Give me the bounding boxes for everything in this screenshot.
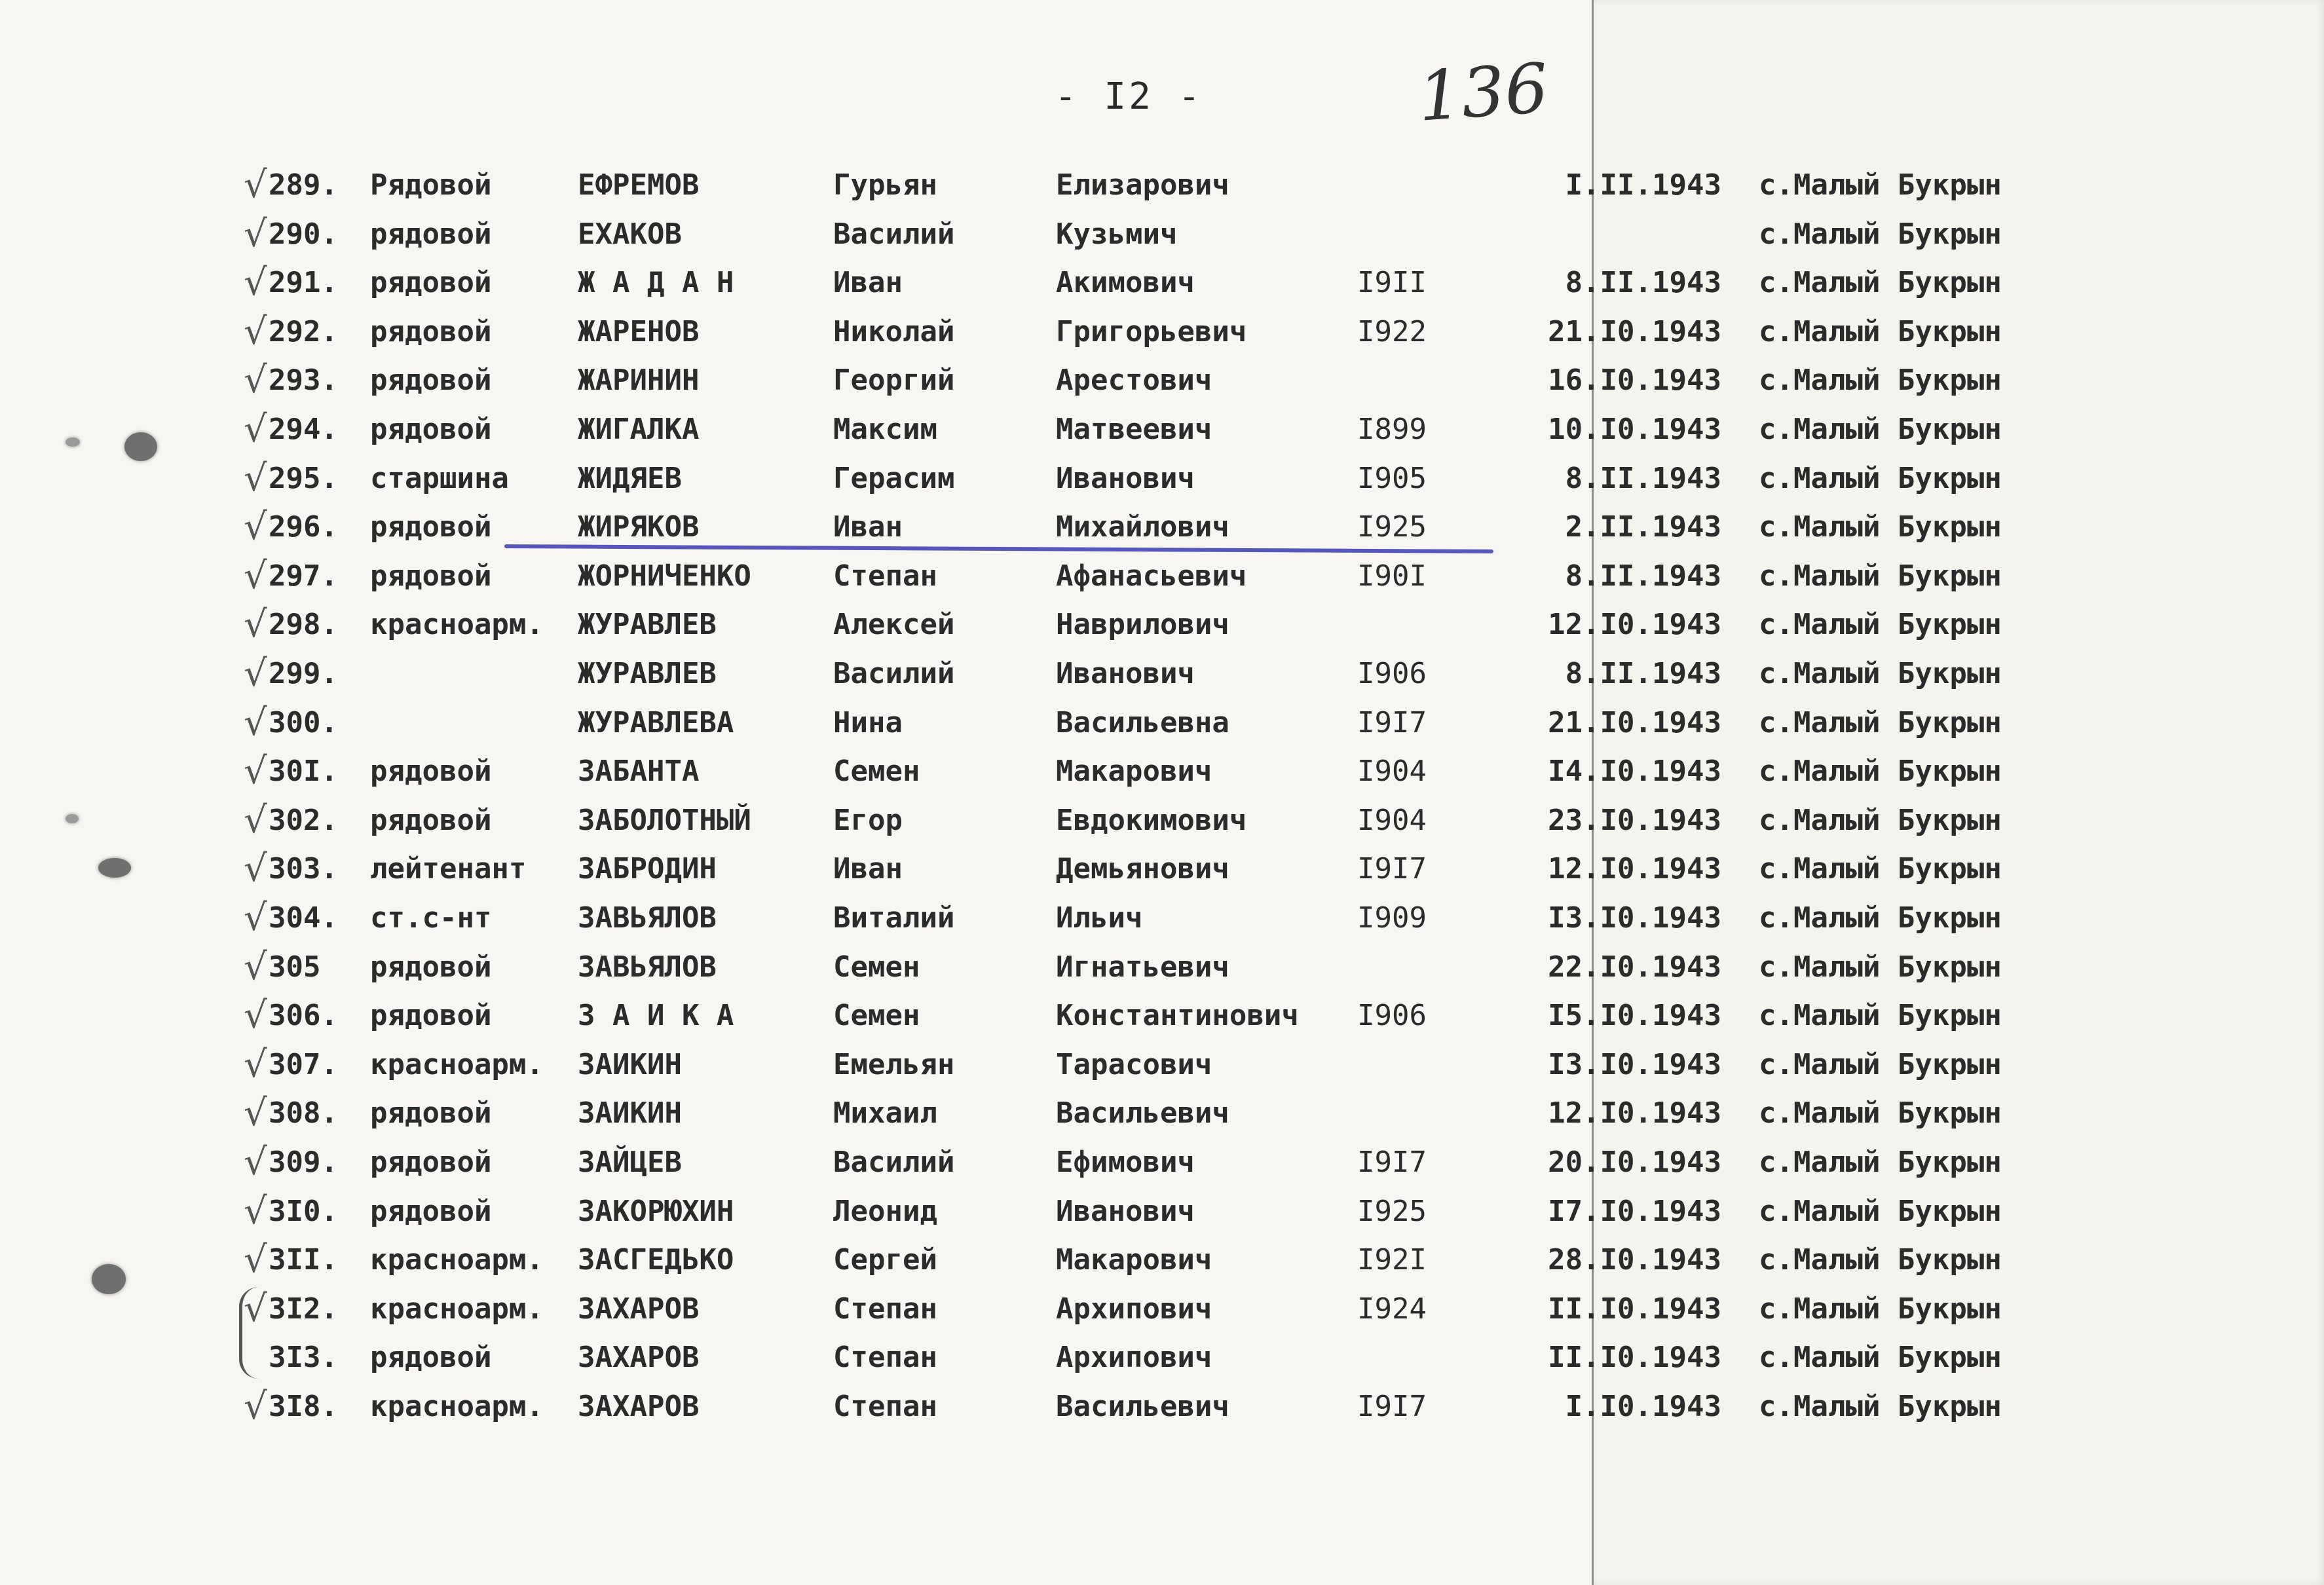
entry-number: 303. (269, 852, 338, 886)
death-date: II.I0.1943 (1548, 1341, 1721, 1375)
rank: рядовой (370, 314, 492, 348)
check-mark: √ (244, 1141, 267, 1184)
surname: ЗАБОЛОТНЫЙ (578, 803, 751, 837)
surname: ЕХАКОВ (578, 217, 682, 251)
first-name: Василий (833, 657, 955, 690)
death-date: I3.I0.1943 (1548, 901, 1721, 935)
birth-year: I909 (1357, 901, 1427, 935)
first-name: Василий (833, 217, 955, 251)
patronymic: Васильевна (1056, 705, 1229, 739)
burial-place: с.Малый Букрын (1759, 217, 2002, 251)
first-name: Иван (833, 266, 903, 300)
first-name: Иван (833, 510, 903, 544)
list-row (0, 553, 2324, 599)
death-date: 28.I0.1943 (1548, 1243, 1721, 1277)
patronymic: Константинович (1056, 999, 1299, 1033)
death-date: 10.I0.1943 (1548, 413, 1721, 446)
death-date: I4.I0.1943 (1548, 755, 1721, 789)
first-name: Степан (833, 1292, 937, 1326)
list-row (0, 798, 2324, 844)
entry-number: 300. (269, 705, 338, 739)
first-name: Леонид (833, 1194, 937, 1228)
list-row (0, 212, 2324, 257)
list-row (0, 1286, 2324, 1332)
surname: ЖУРАВЛЕВ (578, 608, 717, 642)
check-mark: √ (244, 897, 267, 939)
list-row (0, 1189, 2324, 1235)
surname: ЗАХАРОВ (578, 1292, 700, 1326)
entry-number: 290. (269, 217, 338, 251)
rank: рядовой (370, 1194, 492, 1228)
check-mark: √ (244, 994, 267, 1037)
list-row (0, 1384, 2324, 1430)
entry-number: 302. (269, 803, 338, 837)
birth-year: I904 (1357, 803, 1427, 837)
list-row (0, 1091, 2324, 1136)
first-name: Егор (833, 803, 903, 837)
list-row (0, 1335, 2324, 1381)
rank: старшина (370, 461, 509, 495)
entry-number: 289. (269, 168, 338, 202)
burial-place: с.Малый Букрын (1759, 755, 2002, 789)
check-mark: √ (244, 1189, 267, 1233)
death-date: 22.I0.1943 (1548, 950, 1721, 984)
entry-number: 3II. (269, 1243, 338, 1277)
birth-year: I906 (1357, 657, 1427, 690)
death-date: 16.I0.1943 (1548, 364, 1721, 398)
rank: рядовой (370, 999, 492, 1033)
rank: рядовой (370, 1096, 492, 1130)
first-name: Семен (833, 999, 920, 1033)
entry-number: 307. (269, 1047, 338, 1081)
list-row (0, 651, 2324, 697)
rank: рядовой (370, 413, 492, 446)
check-mark: √ (244, 652, 267, 695)
surname: ЖИДЯЕВ (578, 461, 682, 495)
patronymic: Макарович (1056, 755, 1212, 789)
check-mark: √ (244, 506, 267, 549)
death-date: 2.II.1943 (1565, 510, 1721, 544)
check-mark: √ (244, 261, 267, 305)
entry-number: 3I8. (269, 1390, 338, 1423)
list-row (0, 260, 2324, 306)
list-row (0, 309, 2324, 355)
handwritten-archive-number: 136 (1415, 48, 1551, 137)
rank: рядовой (370, 559, 492, 593)
list-row (0, 602, 2324, 648)
surname: ЖУРАВЛЕВ (578, 657, 717, 690)
surname: ЗАЙЦЕВ (578, 1146, 682, 1179)
birth-year: I9I7 (1357, 1390, 1427, 1423)
patronymic: Кузьмич (1056, 217, 1178, 251)
surname: ЖИРЯКОВ (578, 510, 700, 544)
burial-place: с.Малый Букрын (1759, 559, 2002, 593)
check-mark: √ (244, 701, 267, 744)
rank: Рядовой (370, 168, 492, 202)
patronymic: Архипович (1056, 1292, 1212, 1326)
surname: ЗАХАРОВ (578, 1341, 700, 1375)
patronymic: Ефимович (1056, 1146, 1195, 1179)
first-name: Георгий (833, 364, 955, 398)
entry-number: 3I0. (269, 1194, 338, 1228)
patronymic: Иванович (1056, 657, 1195, 690)
first-name: Алексей (833, 608, 955, 642)
rank: рядовой (370, 803, 492, 837)
birth-year: I899 (1357, 413, 1427, 446)
patronymic: Григорьевич (1056, 314, 1247, 348)
surname: ЖАРИНИН (578, 364, 700, 398)
check-mark: √ (244, 603, 267, 646)
entry-number: 3I2. (269, 1292, 338, 1326)
surname: ЖУРАВЛЕВА (578, 705, 734, 739)
burial-place: с.Малый Букрын (1759, 461, 2002, 495)
death-date: 21.I0.1943 (1548, 705, 1721, 739)
burial-place: с.Малый Букрын (1759, 168, 2002, 202)
birth-year: I9I7 (1357, 705, 1427, 739)
burial-place: с.Малый Букрын (1759, 999, 2002, 1033)
birth-year: I9I7 (1357, 1146, 1427, 1179)
entry-number: 291. (269, 266, 338, 300)
entry-number: 3I3. (269, 1341, 338, 1375)
check-mark: √ (244, 1239, 267, 1282)
check-mark: √ (244, 1385, 267, 1428)
surname: ЗАВЬЯЛОВ (578, 901, 717, 935)
rank: рядовой (370, 1146, 492, 1179)
entry-number: 30I. (269, 755, 338, 789)
burial-place: с.Малый Букрын (1759, 413, 2002, 446)
patronymic: Макарович (1056, 1243, 1212, 1277)
surname: ЖИГАЛКА (578, 413, 700, 446)
rank: красноарм. (370, 608, 544, 642)
check-mark: √ (244, 457, 267, 500)
check-mark: √ (244, 164, 267, 206)
burial-place: с.Малый Букрын (1759, 608, 2002, 642)
first-name: Максим (833, 413, 937, 446)
check-mark: √ (244, 1287, 267, 1330)
surname: ЗАКОРЮХИН (578, 1194, 734, 1228)
surname: ЗАБАНТА (578, 755, 700, 789)
entry-number: 305 (269, 950, 321, 984)
birth-year: I92I (1357, 1243, 1427, 1277)
list-row (0, 1140, 2324, 1185)
death-date: I.II.1943 (1565, 168, 1721, 202)
patronymic: Михайлович (1056, 510, 1229, 544)
first-name: Семен (833, 950, 920, 984)
list-row (0, 162, 2324, 208)
birth-year: I9I7 (1357, 852, 1427, 886)
patronymic: Иванович (1056, 1194, 1195, 1228)
surname: Ж А Д А Н (578, 266, 734, 300)
patronymic: Иванович (1056, 461, 1195, 495)
check-mark: √ (244, 554, 267, 597)
list-row (0, 504, 2324, 550)
birth-year: I906 (1357, 999, 1427, 1033)
surname: ЖОРНИЧЕНКО (578, 559, 751, 593)
burial-place: с.Малый Букрын (1759, 901, 2002, 935)
death-date: I7.I0.1943 (1548, 1194, 1721, 1228)
list-row (0, 700, 2324, 746)
list-row (0, 1237, 2324, 1283)
burial-place: с.Малый Букрын (1759, 1243, 2002, 1277)
death-date: I3.I0.1943 (1548, 1047, 1721, 1081)
rank: красноарм. (370, 1292, 544, 1326)
list-row (0, 895, 2324, 941)
first-name: Степан (833, 1390, 937, 1423)
entry-number: 293. (269, 364, 338, 398)
burial-place: с.Малый Букрын (1759, 1146, 2002, 1179)
patronymic: Арестович (1056, 364, 1212, 398)
patronymic: Афанасьевич (1056, 559, 1247, 593)
first-name: Николай (833, 314, 955, 348)
entry-number: 298. (269, 608, 338, 642)
rank: рядовой (370, 1341, 492, 1375)
rank: рядовой (370, 364, 492, 398)
entry-number: 308. (269, 1096, 338, 1130)
entry-number: 297. (269, 559, 338, 593)
check-mark: √ (244, 750, 267, 793)
handwritten-bracket (239, 1287, 269, 1379)
list-row (0, 944, 2324, 990)
death-date: 23.I0.1943 (1548, 803, 1721, 837)
check-mark: √ (244, 945, 267, 988)
burial-place: с.Малый Букрын (1759, 364, 2002, 398)
entry-number: 306. (269, 999, 338, 1033)
death-date: 12.I0.1943 (1548, 852, 1721, 886)
list-row (0, 456, 2324, 502)
entry-number: 296. (269, 510, 338, 544)
death-date: I5.I0.1943 (1548, 999, 1721, 1033)
burial-place: с.Малый Букрын (1759, 657, 2002, 690)
surname: ЗАХАРОВ (578, 1390, 700, 1423)
patronymic: Игнатьевич (1056, 950, 1229, 984)
first-name: Семен (833, 755, 920, 789)
burial-place: с.Малый Букрын (1759, 314, 2002, 348)
list-row (0, 749, 2324, 794)
page-number: - I2 - (1055, 75, 1203, 118)
first-name: Иван (833, 852, 903, 886)
patronymic: Наврилович (1056, 608, 1229, 642)
first-name: Герасим (833, 461, 955, 495)
patronymic: Елизарович (1056, 168, 1229, 202)
rank: ст.с-нт (370, 901, 492, 935)
patronymic: Васильевич (1056, 1390, 1229, 1423)
death-date: I.I0.1943 (1565, 1390, 1721, 1423)
burial-place: с.Малый Букрын (1759, 1047, 2002, 1081)
rank: рядовой (370, 266, 492, 300)
burial-place: с.Малый Букрын (1759, 852, 2002, 886)
entry-number: 295. (269, 461, 338, 495)
burial-place: с.Малый Букрын (1759, 1096, 2002, 1130)
first-name: Виталий (833, 901, 955, 935)
birth-year: I925 (1357, 1194, 1427, 1228)
check-mark: √ (244, 1092, 267, 1135)
death-date: 12.I0.1943 (1548, 1096, 1721, 1130)
first-name: Емельян (833, 1047, 955, 1081)
entry-number: 304. (269, 901, 338, 935)
burial-place: с.Малый Букрын (1759, 510, 2002, 544)
surname: ЗАБРОДИН (578, 852, 717, 886)
patronymic: Матвеевич (1056, 413, 1212, 446)
patronymic: Демьянович (1056, 852, 1229, 886)
entry-number: 292. (269, 314, 338, 348)
rank: рядовой (370, 755, 492, 789)
birth-year: I904 (1357, 755, 1427, 789)
rank: красноарм. (370, 1243, 544, 1277)
death-date: 8.II.1943 (1565, 559, 1721, 593)
surname: ЗАИКИН (578, 1047, 682, 1081)
birth-year: I922 (1357, 314, 1427, 348)
entry-number: 294. (269, 413, 338, 446)
birth-year: I905 (1357, 461, 1427, 495)
first-name: Нина (833, 705, 903, 739)
check-mark: √ (244, 1043, 267, 1086)
rank: рядовой (370, 217, 492, 251)
surname: ЗАВЬЯЛОВ (578, 950, 717, 984)
first-name: Сергей (833, 1243, 937, 1277)
burial-place: с.Малый Букрын (1759, 1390, 2002, 1423)
first-name: Михаил (833, 1096, 937, 1130)
burial-place: с.Малый Букрын (1759, 1341, 2002, 1375)
burial-place: с.Малый Букрын (1759, 1292, 2002, 1326)
patronymic: Ильич (1056, 901, 1143, 935)
entry-number: 309. (269, 1146, 338, 1179)
check-mark: √ (244, 848, 267, 891)
check-mark: √ (244, 798, 267, 842)
first-name: Гурьян (833, 168, 937, 202)
first-name: Степан (833, 559, 937, 593)
patronymic: Евдокимович (1056, 803, 1247, 837)
list-row (0, 358, 2324, 403)
rank: рядовой (370, 510, 492, 544)
death-date: 8.II.1943 (1565, 461, 1721, 495)
first-name: Степан (833, 1341, 937, 1375)
birth-year: I924 (1357, 1292, 1427, 1326)
patronymic: Архипович (1056, 1341, 1212, 1375)
burial-place: с.Малый Букрын (1759, 266, 2002, 300)
check-mark: √ (244, 408, 267, 451)
surname: ЕФРЕМОВ (578, 168, 700, 202)
death-date: 21.I0.1943 (1548, 314, 1721, 348)
patronymic: Васильевич (1056, 1096, 1229, 1130)
patronymic: Акимович (1056, 266, 1195, 300)
list-row (0, 407, 2324, 453)
death-date: 12.I0.1943 (1548, 608, 1721, 642)
birth-year: I925 (1357, 510, 1427, 544)
death-date: 8.II.1943 (1565, 657, 1721, 690)
death-date: 20.I0.1943 (1548, 1146, 1721, 1179)
rank: красноарм. (370, 1047, 544, 1081)
burial-place: с.Малый Букрын (1759, 1194, 2002, 1228)
patronymic: Тарасович (1056, 1047, 1212, 1081)
rank: рядовой (370, 950, 492, 984)
burial-place: с.Малый Букрын (1759, 950, 2002, 984)
list-row (0, 993, 2324, 1039)
list-row (0, 1042, 2324, 1088)
check-mark: √ (244, 310, 267, 353)
burial-place: с.Малый Букрын (1759, 803, 2002, 837)
check-mark: √ (244, 359, 267, 402)
list-row (0, 846, 2324, 892)
entry-number: 299. (269, 657, 338, 690)
surname: З А И К А (578, 999, 734, 1033)
birth-year: I90I (1357, 559, 1427, 593)
surname: ЗАСГЕДЬКО (578, 1243, 734, 1277)
rank: красноарм. (370, 1390, 544, 1423)
death-date: 8.II.1943 (1565, 266, 1721, 300)
first-name: Василий (833, 1146, 955, 1179)
check-mark: √ (244, 212, 267, 255)
rank: лейтенант (370, 852, 527, 886)
death-date: II.I0.1943 (1548, 1292, 1721, 1326)
birth-year: I9II (1357, 266, 1427, 300)
surname: ЗАИКИН (578, 1096, 682, 1130)
burial-place: с.Малый Букрын (1759, 705, 2002, 739)
surname: ЖАРЕНОВ (578, 314, 700, 348)
